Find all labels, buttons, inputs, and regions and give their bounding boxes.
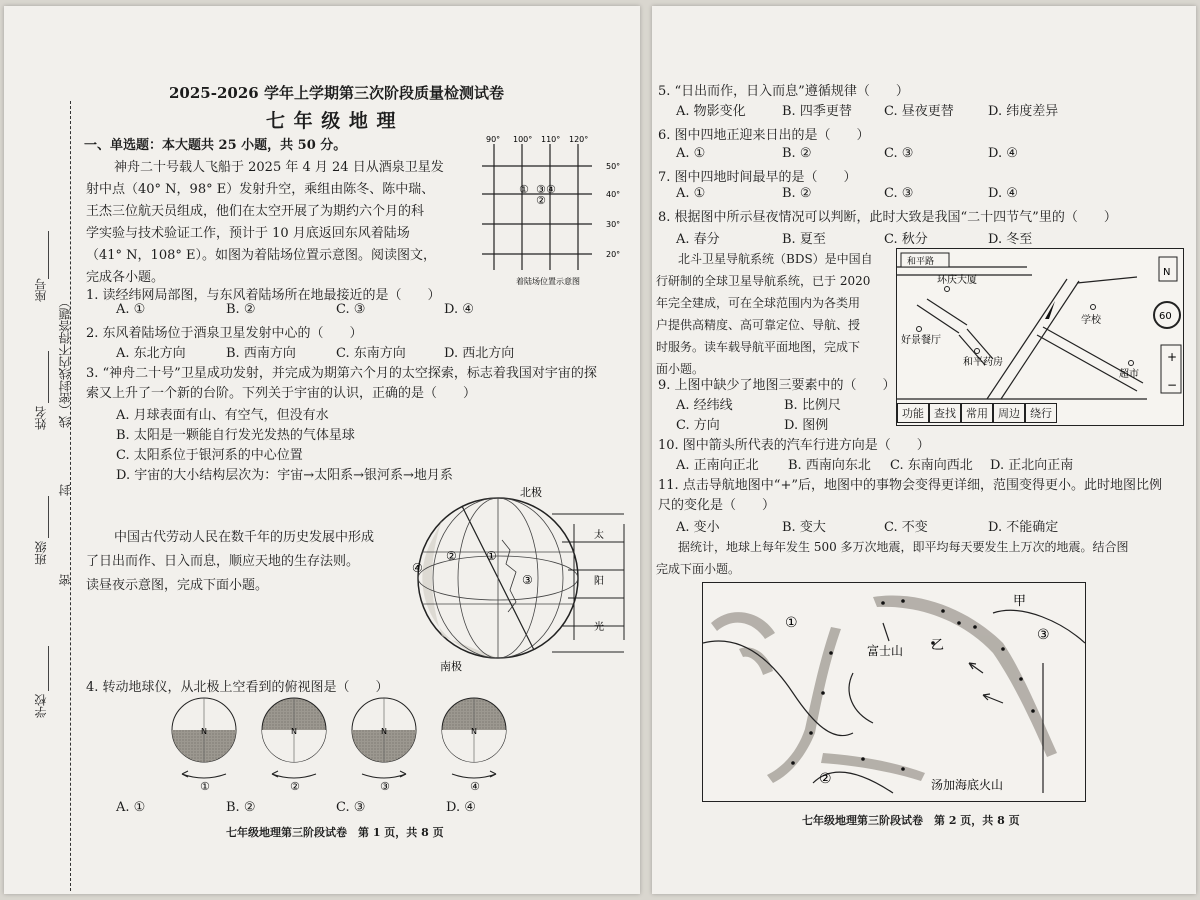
bds-intro-3: 年完全建成，可在全球范围内为各类用 [656, 296, 861, 310]
q5-option-b[interactable]: B. 四季更替 [782, 104, 852, 119]
car-navigation-map[interactable] [896, 248, 1184, 426]
intro2-line-2: 了日出而作、日入而息，顺应天地的生存法则。 [86, 554, 360, 569]
q3-option-d[interactable]: D. 宇宙的大小结构层次为：宇宙→太阳系→银河系→地月系 [116, 468, 453, 483]
q9-option-a[interactable]: A. 经纬线 [676, 398, 733, 413]
globe3-n: N [381, 727, 387, 736]
bds-intro-6: 面小题。 [656, 362, 705, 376]
q4-option-c[interactable]: C. ③ [336, 800, 366, 815]
bds-intro-5: 时服务。读车载导航平面地图，完成下 [656, 340, 861, 354]
bds-intro-4: 户提供高精度、高可靠定位、导航、授 [656, 318, 861, 332]
lat-label: 50° [606, 162, 621, 171]
day-night-globe-diagram [402, 480, 632, 676]
name-write-line[interactable] [48, 351, 49, 403]
q3-stem-line-2: 索又上升了一个新的台阶。下列关于宇宙的认识，正确的是（ ） [86, 386, 477, 401]
binding-secret-char: 密 [58, 574, 72, 586]
exam-page-2 [652, 6, 1196, 894]
bds-intro-2: 行研制的全球卫星导航系统，已于 2020 [656, 274, 871, 288]
q9-option-c[interactable]: C. 方向 [676, 418, 720, 433]
globe1-label: ① [200, 780, 210, 792]
globe1-n: N [201, 727, 207, 736]
q7-option-d[interactable]: D. ④ [988, 186, 1018, 201]
label-yi: 乙 [931, 638, 945, 653]
grid-point-4: ④ [546, 183, 556, 196]
zoom-in-button: + [1167, 350, 1178, 364]
label-jia: 甲 [1013, 594, 1027, 609]
place-supermarket: 超市 [1119, 369, 1139, 380]
bds-intro-1: 北斗卫星导航系统（BDS）是中国自 [678, 252, 873, 266]
nav-button-function[interactable]: 功能 [897, 403, 929, 423]
q10-option-d[interactable]: D. 正北向正南 [990, 458, 1074, 473]
label-tonga-volcano: 汤加海底火山 [931, 778, 1004, 792]
grid-point-1: ① [519, 183, 529, 196]
exam-title: 2025-2026 学年上学期第三次阶段质量检测试卷 [169, 84, 504, 102]
binding-dashed-line [70, 101, 71, 891]
q10-option-a[interactable]: A. 正南向正北 [676, 458, 759, 473]
page1-footer: 七年级地理第三阶段试卷 第 1 页，共 8 页 [226, 826, 444, 839]
place-haojing-restaurant: 好景餐厅 [901, 335, 941, 346]
q10-option-b[interactable]: B. 西南向东北 [788, 458, 871, 473]
q1-option-a[interactable]: A. ① [116, 302, 146, 317]
lat-label: 20° [606, 250, 621, 259]
globe-point-4: ④ [412, 561, 423, 575]
q1-option-c[interactable]: C. ③ [336, 302, 366, 317]
q1-option-d[interactable]: D. ④ [444, 302, 474, 317]
region-label-1: ① [785, 615, 798, 631]
globe2-n: N [291, 727, 297, 736]
q2-option-a[interactable]: A. 东北方向 [116, 346, 186, 361]
school-write-line[interactable] [48, 646, 49, 691]
nav-button-detour[interactable]: 绕行 [1025, 403, 1057, 423]
q9-option-b[interactable]: B. 比例尺 [784, 398, 841, 413]
q2-option-d[interactable]: D. 西北方向 [444, 346, 515, 361]
q6-option-c[interactable]: C. ③ [884, 146, 914, 161]
landing-site-grid-map [472, 132, 632, 292]
seat-write-line[interactable] [48, 231, 49, 279]
class-write-line[interactable] [48, 496, 49, 538]
q3-option-b[interactable]: B. 太阳是一颗能自行发光发热的气体星球 [116, 428, 355, 443]
q11-option-d[interactable]: D. 不能确定 [988, 520, 1059, 535]
globe3-label: ③ [380, 780, 390, 792]
binding-name-label: 姓名 [34, 406, 48, 430]
place-huanqing-building: 环庆大厦 [937, 275, 977, 286]
grid-map-caption: 着陆场位置示意图 [516, 277, 580, 286]
q11-option-b[interactable]: B. 变大 [782, 520, 826, 535]
grid-point-2: ② [536, 194, 546, 207]
q5-stem: 5. “日出而作，日入而息”遵循规律（ ） [658, 84, 909, 99]
q7-stem: 7. 图中四地时间最早的是（ ） [658, 170, 857, 185]
road-label-hepinglu: 和平路 [907, 257, 935, 267]
binding-seal-char: 封 [58, 484, 72, 496]
label-mount-fuji: 富士山 [867, 644, 904, 658]
intro2-line-1: 中国古代劳动人民在数千年的历史发展中形成 [114, 530, 375, 545]
binding-seat-label: 座号 [34, 278, 48, 302]
binding-class-label: 班级 [34, 541, 48, 565]
earthquake-zone-map [702, 582, 1086, 802]
q10-option-c[interactable]: C. 东南向西北 [890, 458, 973, 473]
q4-option-d[interactable]: D. ④ [446, 800, 476, 815]
section-heading: 一、单选题：本大题共 25 小题，共 50 分。 [84, 138, 347, 153]
q6-option-d[interactable]: D. ④ [988, 146, 1018, 161]
sunlight-char-1: 太 [594, 530, 604, 541]
zoom-out-button: − [1167, 378, 1178, 392]
q3-stem-line-1: 3. “神舟二十号”卫星成功发射，并完成为期第六个月的太空探索，标志着我国对宇宙的探 [86, 366, 597, 381]
nav-button-frequent[interactable]: 常用 [961, 403, 993, 423]
q11-stem-line-1: 11. 点击导航地图中“+”后，地图中的事物会变得更详细，范围变得更小。此时地图比例 [658, 478, 1162, 493]
q1-option-b[interactable]: B. ② [226, 302, 256, 317]
grid-point-3: ③ [536, 183, 546, 196]
q3-option-c[interactable]: C. 太阳系位于银河系的中心位置 [116, 448, 303, 463]
nav-button-nearby[interactable]: 周边 [993, 403, 1025, 423]
globe4-label: ④ [470, 780, 480, 792]
south-pole-label: 南极 [440, 660, 462, 673]
place-heping-pharmacy: 和平药房 [963, 357, 1003, 368]
binding-school-label: 学校 [34, 694, 48, 718]
globe2-label: ② [290, 780, 300, 792]
page2-footer: 七年级地理第三阶段试卷 第 2 页，共 8 页 [802, 814, 1020, 827]
lat-label: 30° [606, 220, 621, 229]
q2-stem: 2. 东风着陆场位于酒泉卫星发射中心的（ ） [86, 326, 363, 341]
intro2-line-3: 读昼夜示意图，完成下面小题。 [86, 578, 269, 593]
globe4-n: N [471, 727, 477, 736]
q10-stem: 10. 图中箭头所代表的汽车行进方向是（ ） [658, 438, 930, 453]
q11-option-c[interactable]: C. 不变 [884, 520, 928, 535]
intro-line-2: 射中点（40° N，98° E）发射升空，乘组由陈冬、陈中瑞、 [86, 182, 435, 197]
place-school: 学校 [1081, 315, 1101, 326]
q8-option-d[interactable]: D. 冬至 [988, 232, 1033, 247]
q2-option-c[interactable]: C. 东南方向 [336, 346, 406, 361]
q5-option-c[interactable]: C. 昼夜更替 [884, 104, 954, 119]
q2-option-b[interactable]: B. 西南方向 [226, 346, 296, 361]
region-label-2: ② [819, 771, 832, 787]
q4-stem: 4. 转动地球仪，从北极上空看到的俯视图是（ ） [86, 680, 389, 695]
quake-intro-line-1: 据统计，地球上每年发生 500 多万次地震，即平均每天要发生上万次的地震。结合图 [678, 540, 1129, 554]
q8-option-b[interactable]: B. 夏至 [782, 232, 826, 247]
q3-option-a[interactable]: A. 月球表面有山、有空气，但没有水 [116, 408, 329, 423]
q6-option-b[interactable]: B. ② [782, 146, 812, 161]
q5-option-d[interactable]: D. 纬度差异 [988, 104, 1059, 119]
intro-line-1: 神舟二十号载人飞船于 2025 年 4 月 24 日从酒泉卫星发 [114, 160, 444, 175]
q5-option-a[interactable]: A. 物影变化 [676, 104, 746, 119]
north-indicator: N [1163, 267, 1171, 278]
globe-point-3: ③ [522, 573, 533, 587]
q8-option-c[interactable]: C. 秋分 [884, 232, 928, 247]
subject-title: 七 年 级 地 理 [266, 110, 397, 132]
north-pole-label: 北极 [520, 486, 542, 499]
globe-point-1: ① [486, 549, 497, 563]
q7-option-a[interactable]: A. ① [676, 186, 706, 201]
nav-button-search[interactable]: 查找 [929, 403, 961, 423]
q6-option-a[interactable]: A. ① [676, 146, 706, 161]
q1-stem: 1. 读经纬网局部图，与东风着陆场所在地最接近的是（ ） [86, 288, 441, 303]
q11-stem-line-2: 尺的变化是（ ） [658, 498, 776, 513]
intro-line-4: 学实验与技术验证工作，预计于 10 月底返回东风着陆场 [86, 226, 410, 241]
binding-line-note: 线（密封线内不得答题） [58, 296, 72, 428]
lat-label: 40° [606, 190, 621, 199]
intro-line-6: 完成各小题。 [86, 270, 165, 285]
quake-intro-line-2: 完成下面小题。 [656, 562, 741, 576]
sunlight-char-2: 阳 [594, 576, 604, 587]
intro-line-3: 王杰三位航天员组成，他们在太空开展了为期约六个月的科 [86, 204, 425, 219]
globe-point-2: ② [446, 549, 457, 563]
intro-line-5: （41° N，108° E）。如图为着陆场位置示意图。阅读图文， [86, 248, 436, 263]
q9-option-d[interactable]: D. 图例 [784, 418, 829, 433]
q7-option-c[interactable]: C. ③ [884, 186, 914, 201]
q8-option-a[interactable]: A. 春分 [676, 232, 720, 247]
region-label-3: ③ [1037, 627, 1050, 643]
q8-stem: 8. 根据图中所示昼夜情况可以判断，此时大致是我国“二十四节气”里的（ ） [658, 210, 1117, 225]
q11-option-a[interactable]: A. 变小 [676, 520, 720, 535]
lon-label: 110° [541, 135, 561, 144]
lon-label: 120° [569, 135, 589, 144]
lon-label: 90° [486, 135, 501, 144]
q4-globe-options [164, 694, 524, 792]
q6-stem: 6. 图中四地正迎来日出的是（ ） [658, 128, 870, 143]
q4-option-b[interactable]: B. ② [226, 800, 256, 815]
exam-page-1 [4, 6, 640, 894]
q4-option-a[interactable]: A. ① [116, 800, 146, 815]
lon-label: 100° [513, 135, 533, 144]
q9-stem: 9. 上图中缺少了地图三要素中的（ ） [658, 378, 896, 393]
sunlight-char-3: 光 [594, 622, 604, 633]
q7-option-b[interactable]: B. ② [782, 186, 812, 201]
speed-limit-sign: 60 [1159, 311, 1172, 322]
